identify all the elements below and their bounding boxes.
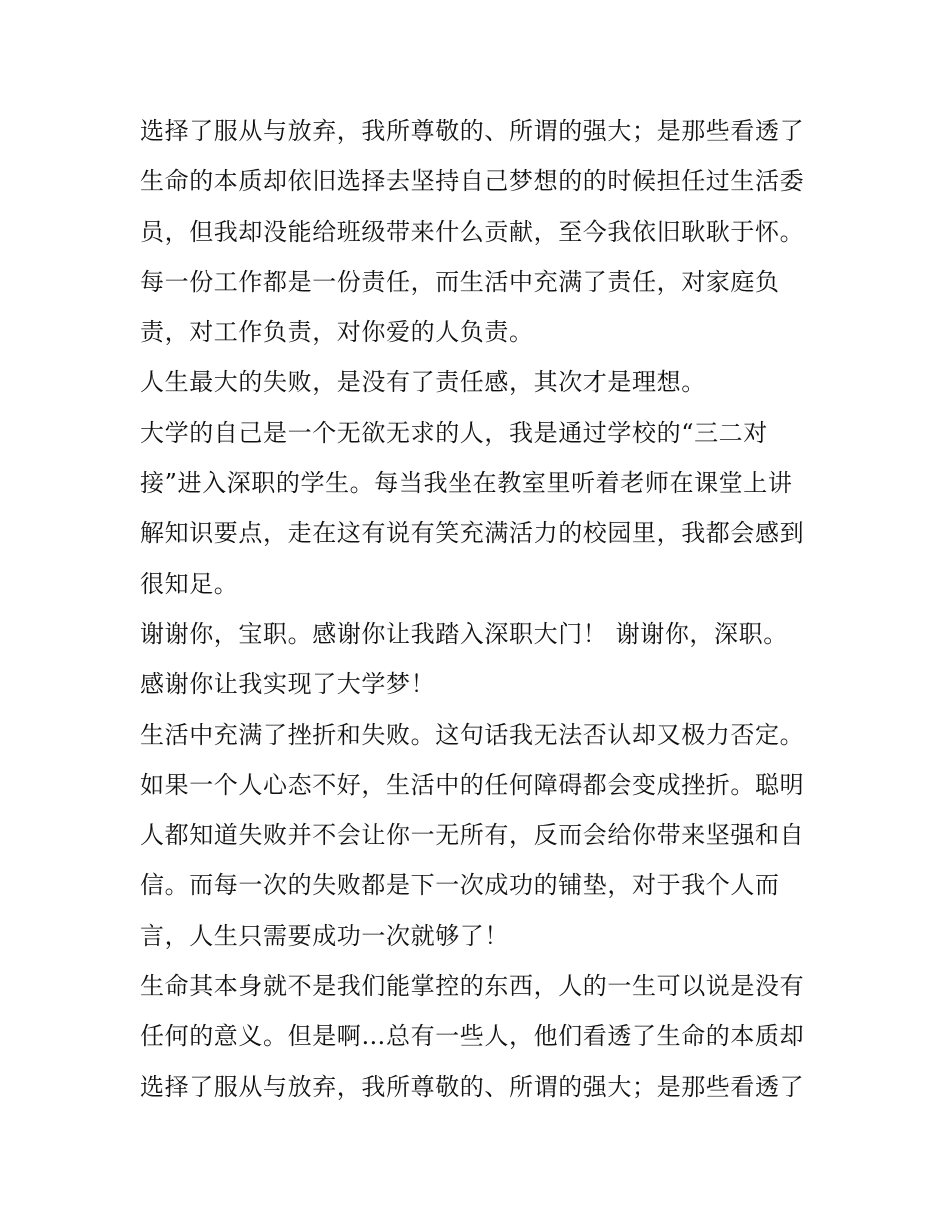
text-line-5: 责，对工作负责，对你爱的人负责。	[140, 318, 534, 347]
text-line-1: 选择了服从与放弃，我所尊敬的、所谓的强大；是那些看透了	[140, 117, 805, 145]
text-line-4: 每一份工作都是一份责任，而生活中充满了责任，对家庭负	[140, 267, 780, 296]
document-body	[140, 106, 820, 1112]
text-line-2: 生命的本质却依旧选择去坚持自己梦想的的时候担任过生活委	[140, 167, 805, 196]
text-line-20: 选择了服从与放弃，我所尊敬的、所谓的强大；是那些看透了	[140, 1072, 805, 1101]
text-line-10: 很知足。	[140, 569, 239, 598]
text-line-19: 任何的意义。但是啊…总有一些人，他们看透了生命的本质却	[140, 1022, 805, 1051]
text-line-12: 感谢你让我实现了大学梦！	[140, 670, 436, 699]
text-line-11: 谢谢你，宝职。感谢你让我踏入深职大门！ 谢谢你，深职。	[140, 619, 788, 648]
text-line-14: 如果一个人心态不好，生活中的任何障碍都会变成挫折。聪明	[140, 770, 805, 799]
text-line-17: 言，人生只需要成功一次就够了！	[140, 921, 509, 950]
text-line-6: 人生最大的失败，是没有了责任感，其次才是理想。	[140, 368, 706, 397]
text-line-7: 大学的自己是一个无欲无求的人，我是通过学校的“三二对	[140, 418, 768, 447]
text-line-18: 生命其本身就不是我们能掌控的东西，人的一生可以说是没有	[140, 972, 805, 1001]
text-line-15: 人都知道失败并不会让你一无所有，反而会给你带来坚强和自	[140, 821, 805, 850]
text-line-8: 接”进入深职的学生。每当我坐在教室里听着老师在课堂上讲	[140, 469, 793, 498]
text-line-13: 生活中充满了挫折和失败。这句话我无法否认却又极力否定。	[140, 720, 805, 749]
text-line-16: 信。而每一次的失败都是下一次成功的铺垫，对于我个人而	[140, 871, 780, 900]
text-line-3: 员，但我却没能给班级带来什么贡献，至今我依旧耿耿于怀。	[140, 217, 805, 246]
text-line-9: 解知识要点，走在这有说有笑充满活力的校园里，我都会感到	[140, 519, 805, 548]
